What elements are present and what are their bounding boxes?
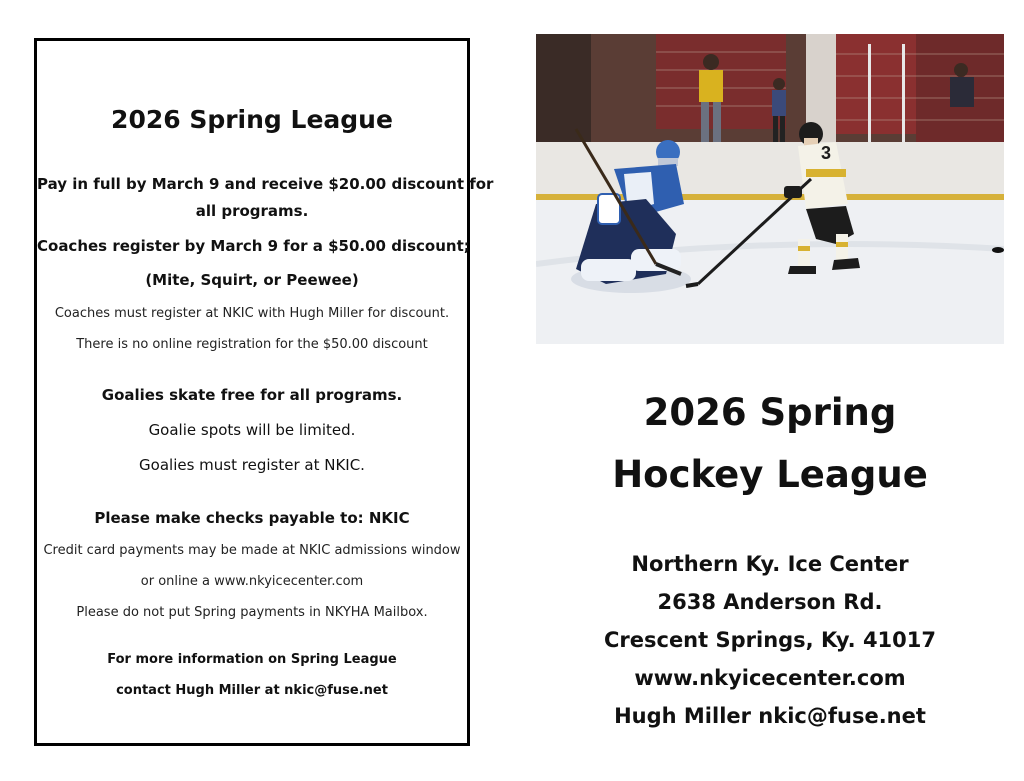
city-address: Crescent Springs, Ky. 41017 — [603, 628, 937, 652]
payment-line-2: or online a www.nkyicecenter.com — [140, 574, 364, 589]
discount-line-1: Pay in full by March 9 and receive $20.00 discount for — [37, 175, 494, 193]
right-title-line-1: 2026 Spring — [643, 391, 897, 434]
contact-line: Hugh Miller nkic@fuse.net — [614, 704, 926, 728]
coach-discount-line-2: (Mite, Squirt, or Peewee) — [145, 271, 359, 289]
right-title-line-2: Hockey League — [612, 453, 928, 496]
website-text: www.nkyicecenter.com — [634, 666, 906, 690]
discount-line-2: all programs. — [195, 202, 309, 220]
venue-name: Northern Ky. Ice Center — [631, 552, 909, 576]
coach-note-1: Coaches must register at NKIC with Hugh Miller for discount. — [54, 306, 450, 321]
coach-note-2: There is no online registration for the $50.00 discount — [76, 337, 428, 352]
payment-line-1: Credit card payments may be made at NKIC admissions window — [43, 543, 461, 558]
coach-discount-line-1: Coaches register by March 9 for a $50.00 discount; — [37, 237, 470, 255]
info-line-2: contact Hugh Miller at nkic@fuse.net — [116, 683, 388, 698]
goalie-line-1: Goalie spots will be limited. — [148, 421, 356, 439]
payment-line-3: Please do not put Spring payments in NKYHA Mailbox. — [76, 605, 428, 620]
svg-text:3: 3 — [821, 143, 832, 163]
goalie-line-2: Goalies must register at NKIC. — [139, 456, 365, 474]
panel-title: 2026 Spring League — [111, 105, 393, 134]
checks-title: Please make checks payable to: NKIC — [94, 509, 410, 527]
hockey-action-photo — [536, 34, 1004, 344]
info-line-1: For more information on Spring League — [107, 652, 397, 667]
spring-league-details-panel — [34, 38, 494, 746]
goalie-title: Goalies skate free for all programs. — [101, 386, 403, 404]
hockey-photo-illustration — [536, 34, 1004, 344]
street-address: 2638 Anderson Rd. — [657, 590, 883, 614]
